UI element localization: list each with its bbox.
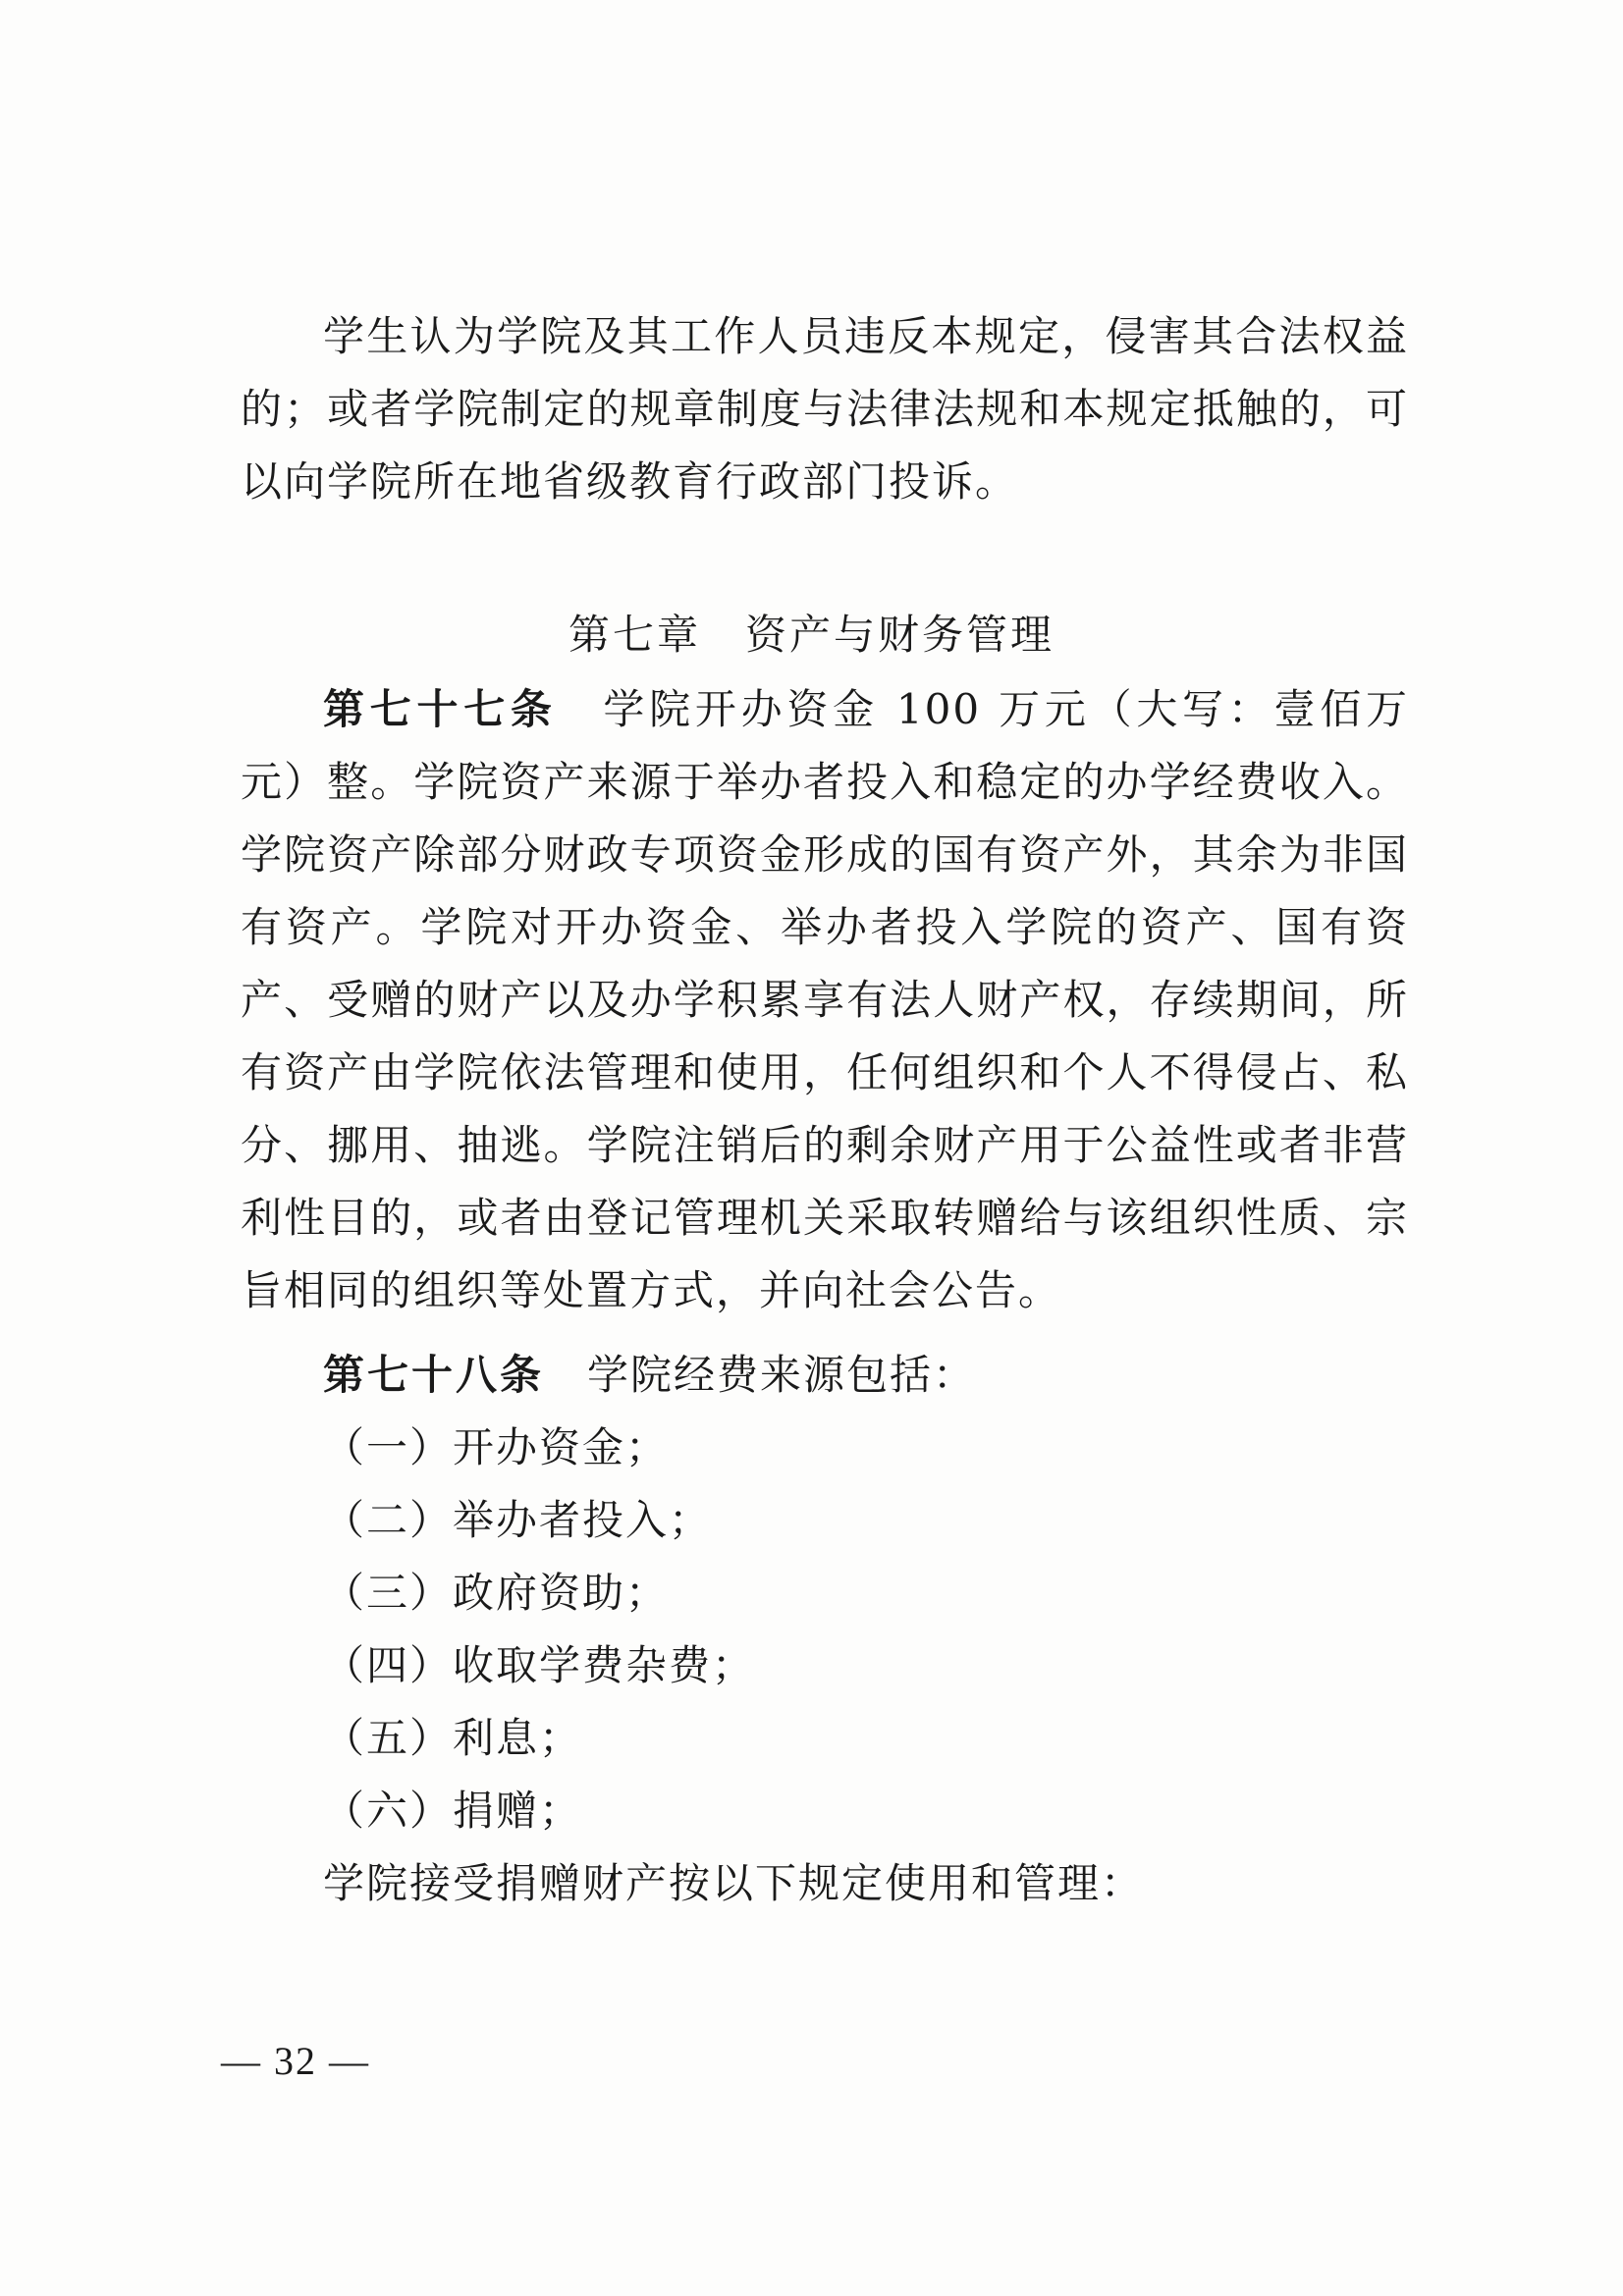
list-item: （六）捐赠； — [323, 1787, 583, 1835]
article-77-text: 学院开办资金 100 万元（大写：壹佰万元）整。学院资产来源于举办者投入和稳定的办学经费收入。学院资产除部分财政专项资金形成的国有资产外，其余为非国有资产。学院对开办资金、举办者投入学院的资产、国有资产、受赠的财产以及办学积累享有法人财产权，存续期间，所有资产由学院依法管理和使用，任何组织和个人不得侵占、私分、挪用、抽逃。学院注销后的剩余财产用于公益性或者非营利性目的，或者由登记管理机关采取转赠给与该组织性质、宗旨相同的组织等处置方式，并向社会公告。 — [241, 685, 1409, 1314]
intro-section — [241, 300, 1409, 518]
list-item: （三）政府资助； — [323, 1569, 670, 1617]
donation-paragraph: 学院接受捐赠财产按以下规定使用和管理： — [323, 1859, 1145, 1907]
list-item: （二）举办者投入； — [323, 1496, 713, 1544]
intro-paragraph: 学生认为学院及其工作人员违反本规定，侵害其合法权益的；或者学院制定的规章制度与法律法规和本规定抵触的，可以向学院所在地省级教育行政部门投诉。 — [241, 312, 1409, 506]
article-77-paragraph — [241, 673, 1409, 1327]
article-77-section — [241, 673, 1409, 1327]
chapter-title: 第七章 资产与财务管理 — [568, 611, 1055, 659]
list-item: （五）利息； — [323, 1714, 583, 1762]
article-78-text: 学院经费来源包括： — [587, 1351, 977, 1399]
page-number: — 32 — — [221, 2039, 370, 2083]
article-78-section — [241, 1339, 1409, 1920]
article-78-paragraph — [241, 1339, 1409, 1412]
list-item: （四）收取学费杂费； — [323, 1641, 756, 1689]
article-77-label: 第七十七条 — [323, 685, 558, 733]
list-item: （一）开办资金； — [323, 1423, 670, 1471]
article-78-label: 第七十八条 — [323, 1351, 545, 1399]
